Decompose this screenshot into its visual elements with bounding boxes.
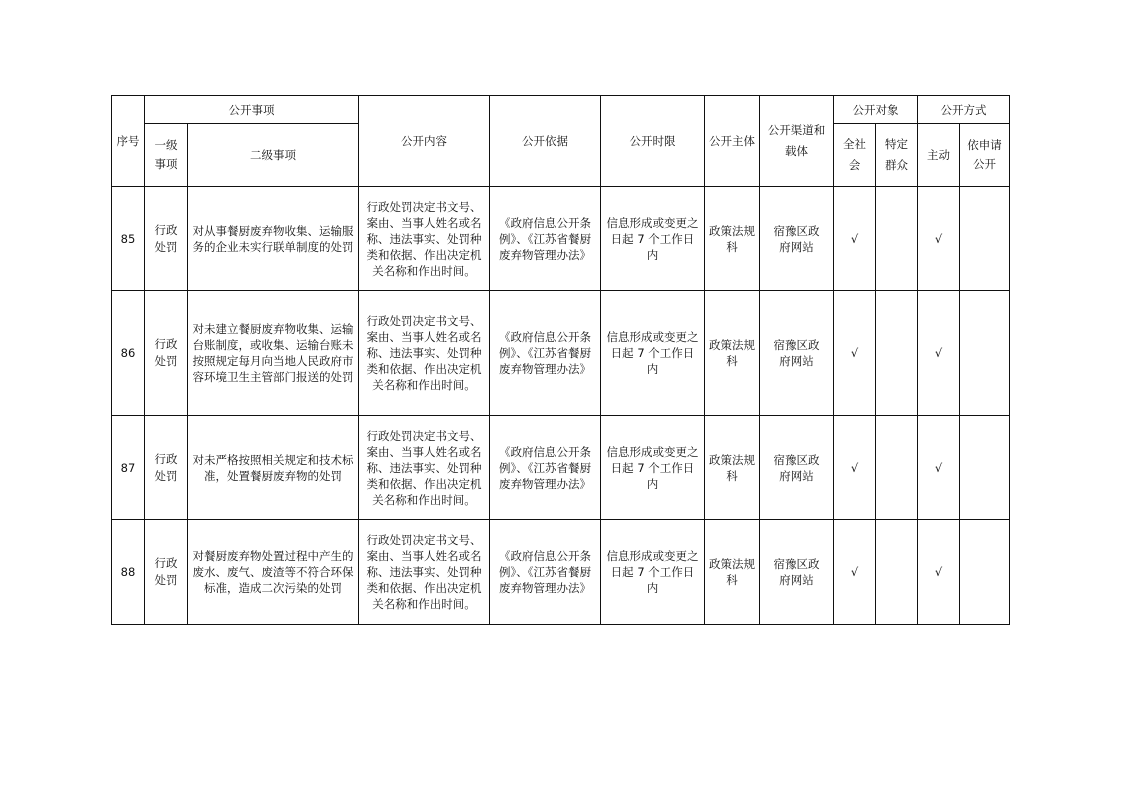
row-method-apply <box>960 416 1010 520</box>
row-seq: 85 <box>112 187 145 291</box>
row-target-all: √ <box>834 291 876 416</box>
row-method-active: √ <box>918 416 960 520</box>
header-seq: 序号 <box>112 96 145 187</box>
row-seq: 88 <box>112 520 145 625</box>
row-method-active: √ <box>918 291 960 416</box>
header-target-specific: 特定群众 <box>876 124 918 187</box>
header-target-group: 公开对象 <box>834 96 918 124</box>
row-subject: 政策法规科 <box>705 291 760 416</box>
row-basis: 《政府信息公开条例》、《江苏省餐厨废弃物管理办法》 <box>490 291 601 416</box>
row-time-limit: 信息形成或变更之日起 7 个工作日内 <box>601 291 705 416</box>
header-level2: 二级事项 <box>188 124 359 187</box>
row-level1: 行政处罚 <box>145 416 188 520</box>
row-target-all: √ <box>834 187 876 291</box>
row-basis: 《政府信息公开条例》、《江苏省餐厨废弃物管理办法》 <box>490 187 601 291</box>
header-row-1 <box>112 96 1010 124</box>
table-row <box>112 291 1010 416</box>
row-method-active: √ <box>918 187 960 291</box>
row-time-limit: 信息形成或变更之日起 7 个工作日内 <box>601 520 705 625</box>
row-level1: 行政处罚 <box>145 520 188 625</box>
row-content: 行政处罚决定书文号、案由、当事人姓名或名称、违法事实、处罚种类和依据、作出决定机关名称和作出时间。 <box>359 187 490 291</box>
header-subject: 公开主体 <box>705 96 760 187</box>
row-method-active: √ <box>918 520 960 625</box>
row-channel: 宿豫区政府网站 <box>760 187 834 291</box>
row-basis: 《政府信息公开条例》、《江苏省餐厨废弃物管理办法》 <box>490 416 601 520</box>
header-basis: 公开依据 <box>490 96 601 187</box>
table-row <box>112 187 1010 291</box>
header-method-group: 公开方式 <box>918 96 1010 124</box>
row-seq: 86 <box>112 291 145 416</box>
row-method-apply <box>960 291 1010 416</box>
header-item-group: 公开事项 <box>145 96 359 124</box>
row-method-apply <box>960 520 1010 625</box>
header-content: 公开内容 <box>359 96 490 187</box>
row-content: 行政处罚决定书文号、案由、当事人姓名或名称、违法事实、处罚种类和依据、作出决定机关名称和作出时间。 <box>359 520 490 625</box>
row-content: 行政处罚决定书文号、案由、当事人姓名或名称、违法事实、处罚种类和依据、作出决定机关名称和作出时间。 <box>359 416 490 520</box>
row-target-specific <box>876 291 918 416</box>
row-level2: 对未建立餐厨废弃物收集、运输台账制度，或收集、运输台账未按照规定每月向当地人民政府市容环境卫生主管部门报送的处罚 <box>188 291 359 416</box>
row-channel: 宿豫区政府网站 <box>760 416 834 520</box>
header-time-limit: 公开时限 <box>601 96 705 187</box>
row-time-limit: 信息形成或变更之日起 7 个工作日内 <box>601 416 705 520</box>
table-row <box>112 416 1010 520</box>
row-target-specific <box>876 416 918 520</box>
table-row <box>112 520 1010 625</box>
row-subject: 政策法规科 <box>705 187 760 291</box>
row-basis: 《政府信息公开条例》、《江苏省餐厨废弃物管理办法》 <box>490 520 601 625</box>
row-target-specific <box>876 520 918 625</box>
row-time-limit: 信息形成或变更之日起 7 个工作日内 <box>601 187 705 291</box>
row-seq: 87 <box>112 416 145 520</box>
row-level1: 行政处罚 <box>145 187 188 291</box>
row-method-apply <box>960 187 1010 291</box>
row-level2: 对未严格按照相关规定和技术标准，处置餐厨废弃物的处罚 <box>188 416 359 520</box>
row-level2: 对从事餐厨废弃物收集、运输服务的企业未实行联单制度的处罚 <box>188 187 359 291</box>
header-method-apply: 依申请公开 <box>960 124 1010 187</box>
header-method-active: 主动 <box>918 124 960 187</box>
row-channel: 宿豫区政府网站 <box>760 291 834 416</box>
row-channel: 宿豫区政府网站 <box>760 520 834 625</box>
header-target-all: 全社会 <box>834 124 876 187</box>
header-level1: 一级事项 <box>145 124 188 187</box>
row-content: 行政处罚决定书文号、案由、当事人姓名或名称、违法事实、处罚种类和依据、作出决定机关名称和作出时间。 <box>359 291 490 416</box>
row-subject: 政策法规科 <box>705 416 760 520</box>
header-channel: 公开渠道和载体 <box>760 96 834 187</box>
row-level2: 对餐厨废弃物处置过程中产生的废水、废气、废渣等不符合环保标准，造成二次污染的处罚 <box>188 520 359 625</box>
row-subject: 政策法规科 <box>705 520 760 625</box>
row-target-all: √ <box>834 416 876 520</box>
row-level1: 行政处罚 <box>145 291 188 416</box>
row-target-all: √ <box>834 520 876 625</box>
row-target-specific <box>876 187 918 291</box>
disclosure-table <box>111 95 1010 625</box>
